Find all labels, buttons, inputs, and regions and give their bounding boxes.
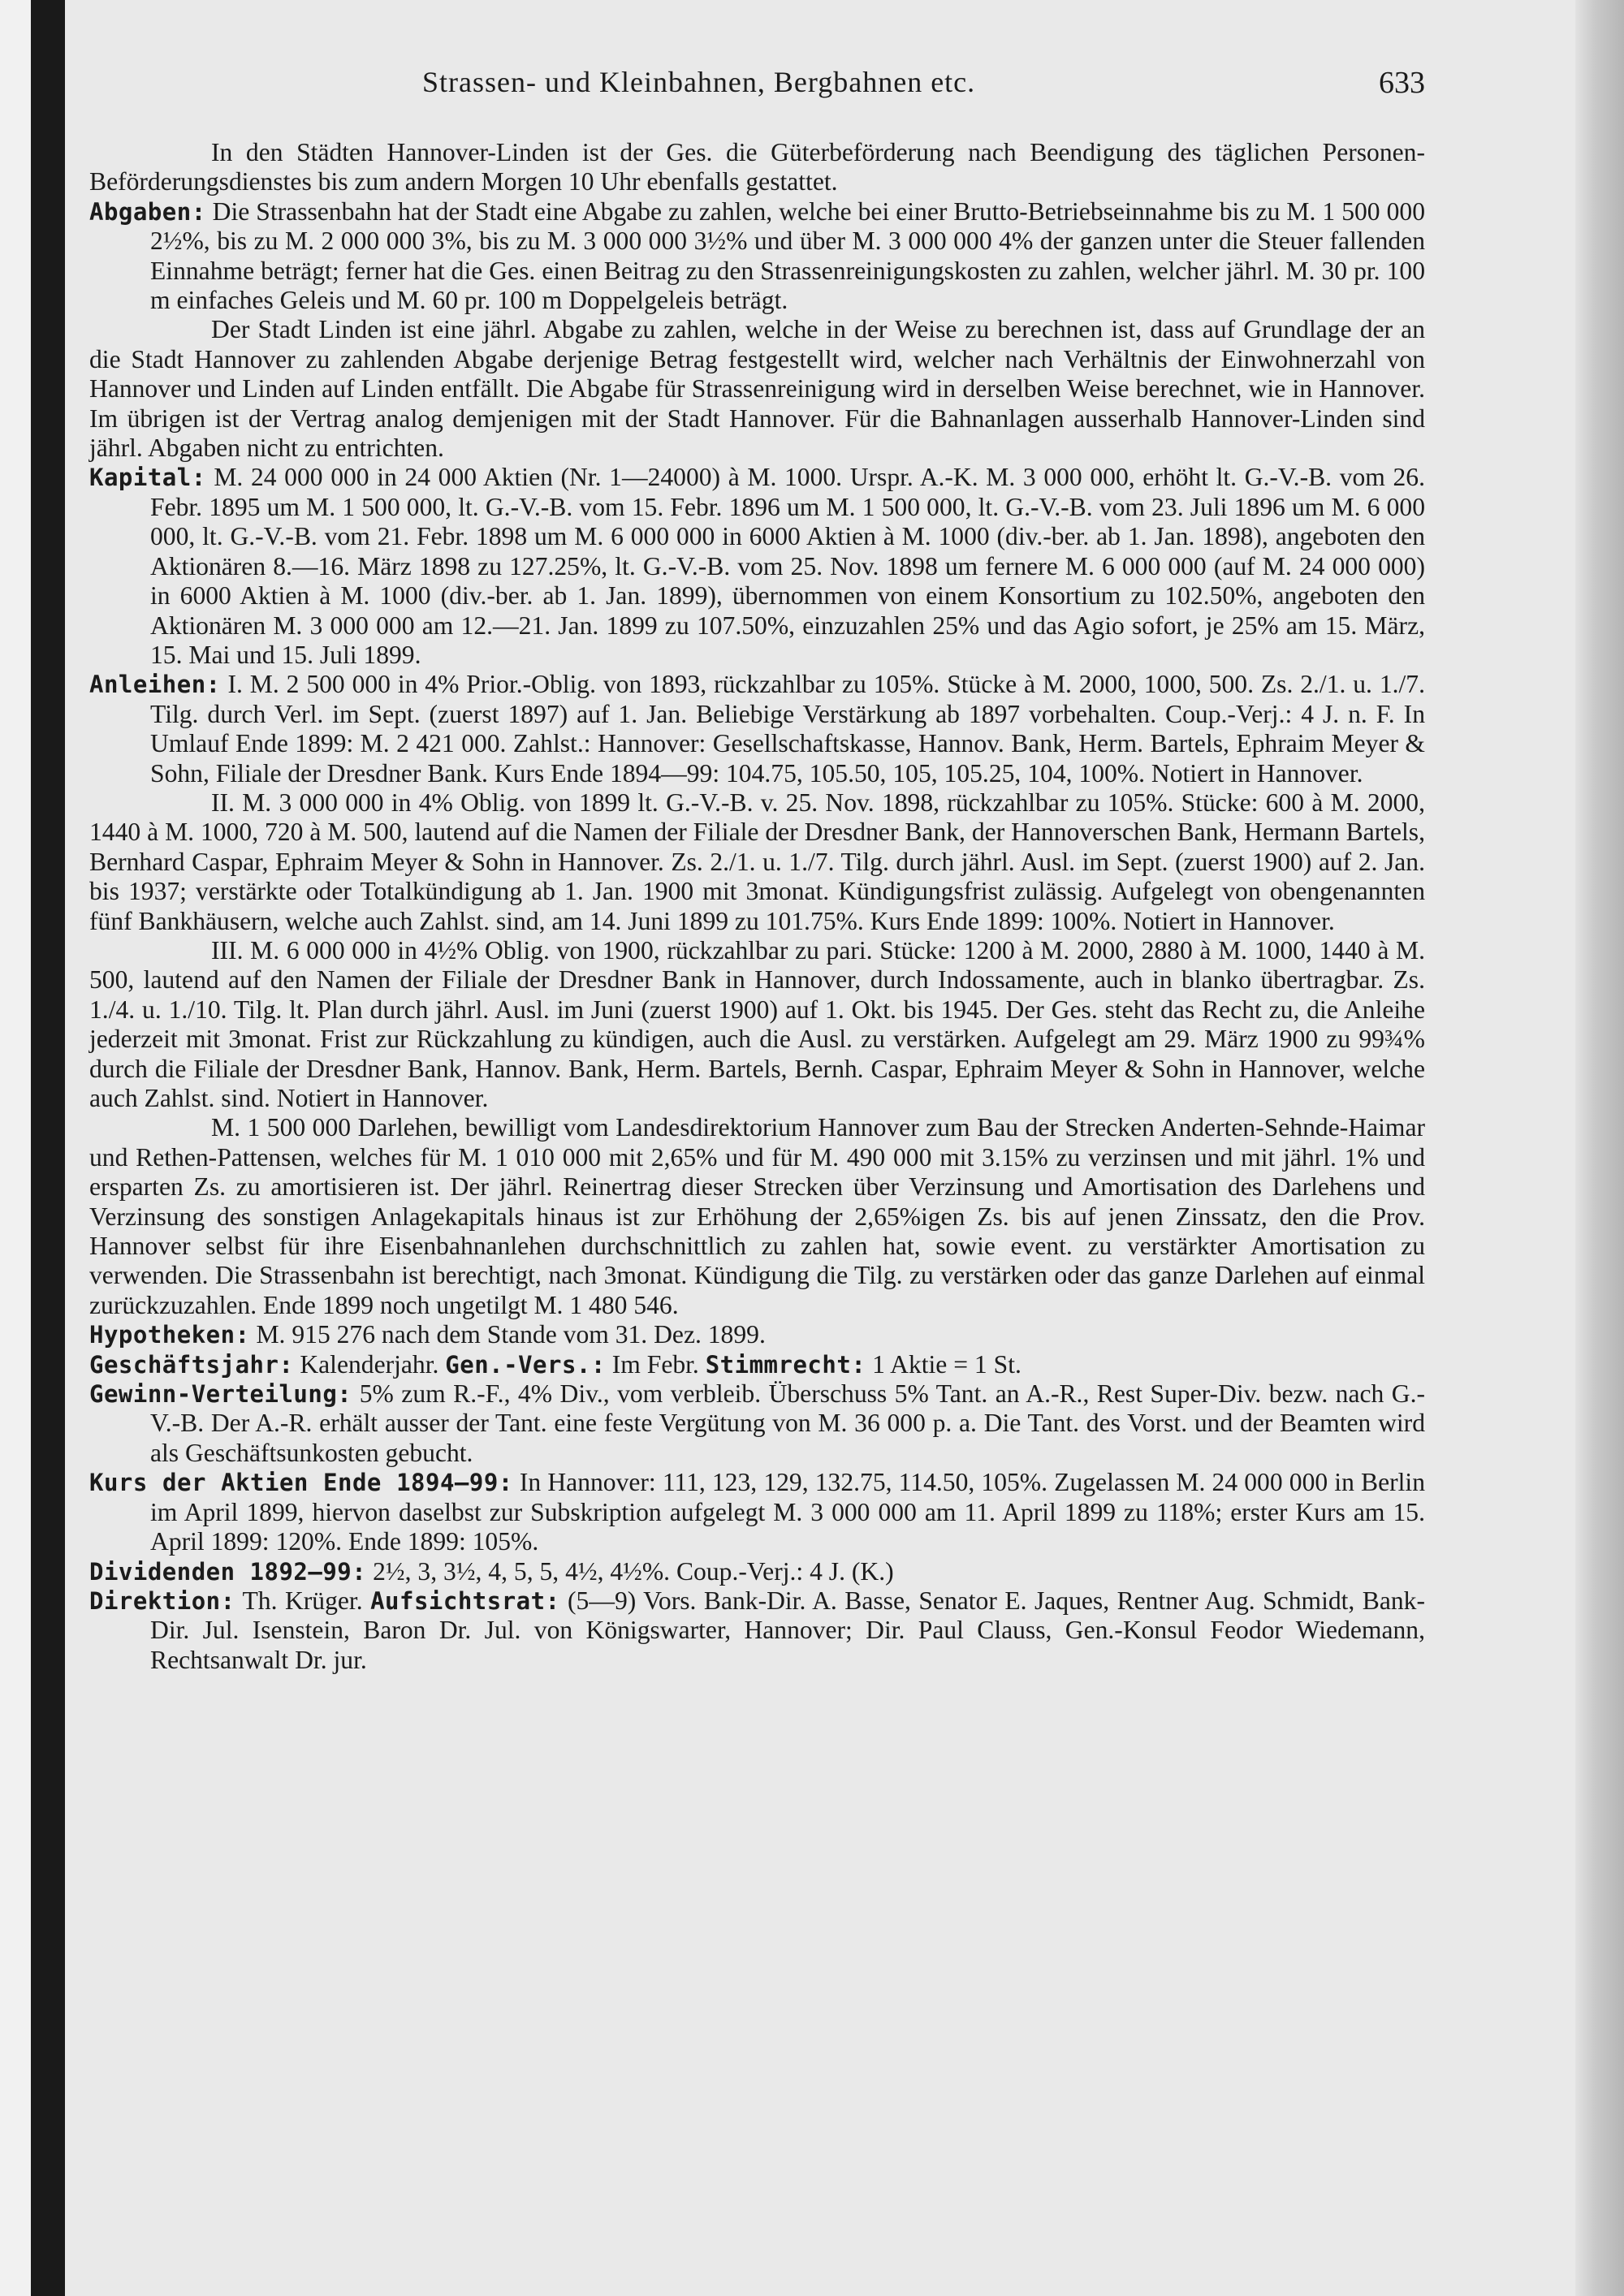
section-label: Dividenden 1892—99: bbox=[89, 1557, 367, 1586]
paragraph-anleihe-2 bbox=[89, 788, 1425, 936]
paragraph-linden bbox=[89, 315, 1425, 463]
section-text-stimmrecht: 1 Aktie = 1 St. bbox=[866, 1349, 1021, 1379]
section-geschaeftsjahr bbox=[89, 1350, 1425, 1379]
paragraph-text: III. M. 6 000 000 in 4½% Oblig. von 1900, rückzahlbar zu pari. Stücke: 1200 à M. 2000, 2880 à M. 1000, 1440 à M. 500, lautend auf den Namen der Filiale der Dresdner Bank in Hannover, durch Indossamente, auch in blanko übertragbar. Zs. 1./4. u. 1./10. Tilg. lt. Plan durch jährl. Ausl. im Juni (zuerst 1900) auf 1. Okt. bis 1945. Der Ges. steht das Recht zu, die Anleihe jederzeit mit 3monat. Frist zur Rückzahlung zu kündigen, auch die Ausl. zu verstärken. Aufgelegt am 29. März 1900 zu 99¾% durch die Filiale der Dresdner Bank, Hannov. Bank, Herm. Bartels, Bernh. Caspar, Ephraim Meyer & Sohn in Hannover, welche auch Zahlst. sind. Notiert in Hannover. bbox=[89, 935, 1425, 1112]
paragraph-text: In den Städten Hannover-Linden ist der Ges. die Güterbeförderung nach Beendigung des täglichen Personen-Beförderungsdienstes bis zum andern Morgen 10 Uhr ebenfalls gestattet. bbox=[89, 138, 1425, 196]
section-label-gen-vers: Gen.-Vers.: bbox=[445, 1350, 606, 1379]
section-direktion bbox=[89, 1586, 1425, 1675]
section-text: M. 915 276 nach dem Stande vom 31. Dez. 1899. bbox=[249, 1320, 766, 1349]
section-text: Th. Krüger. bbox=[235, 1586, 371, 1615]
section-label: Geschäftsjahr: bbox=[89, 1350, 294, 1379]
section-abgaben bbox=[89, 197, 1425, 316]
section-label: Kurs der Aktien Ende 1894—99: bbox=[89, 1469, 513, 1497]
running-header bbox=[89, 65, 1425, 114]
section-label: Hypotheken: bbox=[89, 1321, 250, 1349]
section-kapital bbox=[89, 463, 1425, 670]
paragraph-text: M. 1 500 000 Darlehen, bewilligt vom Landesdirektorium Hannover zum Bau der Strecken Anderten-Sehnde-Haimar und Rethen-Pattensen, welches für M. 1 010 000 mit 2,65% und für M. 490 000 mit 3.15% zu verzinsen und mit jährl. 1% und ersparten Zs. zu amortisieren ist. Der jährl. Reinertrag dieser Strecken über Verzinsung und Amortisation des Darlehens und Verzinsung des sonstigen Anlagekapitals hinaus ist zur Erhöhung der 2,65%igen Zs. bis auf jenen Zinssatz, den die Prov. Hannover selbst für ihre Eisenbahnanlehen durchschnittlich zu zahlen hat, sowie event. zu verstärkter Amortisation zu verwenden. Die Strassenbahn ist berechtigt, nach 3monat. Kündigung die Tilg. zu verstärken oder das ganze Darlehen auf einmal zurückzuzahlen. Ende 1899 noch ungetilgt M. 1 480 546. bbox=[89, 1113, 1425, 1319]
section-text: M. 24 000 000 in 24 000 Aktien (Nr. 1—24000) à M. 1000. Urspr. A.-K. M. 3 000 000, erhöht lt. G.-V.-B. vom 26. Febr. 1895 um M. 1 500 000, lt. G.-V.-B. vom 15. Febr. 1896 um M. 1 500 000, lt. G.-V.-B. vom 23. Juli 1896 um M. 6 000 000, lt. G.-V.-B. vom 21. Febr. 1898 um M. 6 000 000 in 6000 Aktien à M. 1000 (div.-ber. ab 1. Jan. 1898), angeboten den Aktionären 8.—16. März 1898 zu 127.25%, lt. G.-V.-B. vom 25. Nov. 1898 um fernere M. 6 000 000 (auf M. 24 000 000) in 6000 Aktien à M. 1000 (div.-ber. ab 1. Jan. 1899), übernommen von einem Konsortium zu 102.50%, angeboten den Aktionären M. 3 000 000 am 12.—21. Jan. 1899 zu 107.50%, einzuzahlen 25% und das Agio sofort, je 25% am 15. März, 15. Mai und 15. Juli 1899. bbox=[150, 463, 1425, 669]
section-text-gen-vers: Im Febr. bbox=[605, 1349, 706, 1379]
margin-strip bbox=[0, 0, 31, 2296]
page-number: 633 bbox=[1379, 66, 1425, 100]
paragraph-text: Der Stadt Linden ist eine jährl. Abgabe zu zahlen, welche in der Weise zu berechnen ist, dass auf Grundlage der an die Stadt Hannover zu zahlenden Abgabe derjenige Betrag festgestellt wird, welcher nach Verhältnis der Einwohnerzahl von Hannover und Linden auf Linden entfällt. Die Abgabe für Strassenreinigung wird in derselben Weise berechnet, wie in Hannover. Im übrigen ist der Vertrag analog demjenigen mit der Stadt Hannover. Für die Bahnanlagen ausserhalb Hannover-Linden sind jährl. Abgaben nicht zu entrichten. bbox=[89, 315, 1425, 463]
section-label: Anleihen: bbox=[89, 671, 221, 699]
section-text: 2½, 3, 3½, 4, 5, 5, 4½, 4½%. Coup.-Verj.: 4 J. (K.) bbox=[366, 1556, 894, 1586]
section-gewinn-verteilung bbox=[89, 1379, 1425, 1468]
section-text: In Hannover: 111, 123, 129, 132.75, 114.50, 105%. Zugelassen M. 24 000 000 in Berlin im April 1899, hiervon daselbst zur Subskription aufgelegt M. 3 000 000 am 11. April 1899 zu 118%; erster Kurs am 15. April 1899: 120%. Ende 1899: 105%. bbox=[150, 1468, 1425, 1556]
paragraph-anleihe-3 bbox=[89, 936, 1425, 1113]
section-hypotheken bbox=[89, 1320, 1425, 1349]
section-anleihen bbox=[89, 670, 1425, 788]
section-label-stimmrecht: Stimmrecht: bbox=[705, 1350, 866, 1379]
section-label: Gewinn-Verteilung: bbox=[89, 1380, 352, 1409]
section-dividenden bbox=[89, 1557, 1425, 1586]
scan-page-edge bbox=[1575, 0, 1624, 2296]
document-page bbox=[89, 65, 1425, 1675]
section-text: 5% zum R.-F., 4% Div., vom verbleib. Überschuss 5% Tant. an A.-R., Rest Super-Div. bezw. nach G.-V.-B. Der A.-R. erhält ausser der Tant. eine feste Vergütung von M. 36 000 p. a. Die Tant. des Vorst. und der Beamten wird als Geschäftsunkosten gebucht. bbox=[150, 1379, 1425, 1467]
header-title: Strassen- und Kleinbahnen, Bergbahnen etc. bbox=[422, 66, 976, 98]
section-label-aufsichtsrat: Aufsichtsrat: bbox=[370, 1586, 560, 1615]
section-text: Kalenderjahr. bbox=[293, 1349, 446, 1379]
section-label: Kapital: bbox=[89, 464, 206, 492]
section-label: Direktion: bbox=[89, 1586, 235, 1615]
section-kurs-der-aktien bbox=[89, 1468, 1425, 1556]
section-text: I. M. 2 500 000 in 4% Prior.-Oblig. von 1893, rückzahlbar zu 105%. Stücke à M. 2000, 1000, 500. Zs. 2./1. u. 1./7. Tilg. durch Verl. im Sept. (zuerst 1897) auf 1. Jan. Beliebige Verstärkung ab 1897 vorbehalten. Coup.-Verj.: 4 J. n. F. In Umlauf Ende 1899: M. 2 421 000. Zahlst.: Hannover: Gesellschaftskasse, Hannov. Bank, Herm. Bartels, Ephraim Meyer & Sohn, Filiale der Dresdner Bank. Kurs Ende 1894—99: 104.75, 105.50, 105, 105.25, 104, 100%. Notiert in Hannover. bbox=[150, 670, 1425, 788]
document-body bbox=[89, 138, 1425, 1675]
paragraph-gueterbefoerderung bbox=[89, 138, 1425, 197]
section-text: Die Strassenbahn hat der Stadt eine Abgabe zu zahlen, welche bei einer Brutto-Betriebseinnahme bis zu M. 1 500 000 2½%, bis zu M. 2 000 000 3%, bis zu M. 3 000 000 3½% und über M. 3 000 000 4% der ganzen unter die Steuer fallenden Einnahme beträgt; ferner hat die Ges. einen Beitrag zu den Strassenreinigungskosten zu zahlen, welcher jährl. M. 30 pr. 100 m einfaches Geleis und M. 60 pr. 100 m Doppelgeleis beträgt. bbox=[150, 196, 1425, 315]
paragraph-darlehen bbox=[89, 1113, 1425, 1320]
scan-binding-edge bbox=[31, 0, 65, 2296]
section-text-aufsichtsrat: (5—9) Vors. Bank-Dir. A. Basse, Senator E. Jaques, Rentner Aug. Schmidt, Bank-Dir. Jul. Isenstein, Baron Dr. Jul. von Königswarter, Hannover; Dir. Paul Clauss, Gen.-Konsul Feodor Wiedemann, Rechtsanwalt Dr. jur. bbox=[150, 1586, 1425, 1674]
section-label: Abgaben: bbox=[89, 197, 206, 226]
paragraph-text: II. M. 3 000 000 in 4% Oblig. von 1899 lt. G.-V.-B. v. 25. Nov. 1898, rückzahlbar zu 105%. Stücke: 600 à M. 2000, 1440 à M. 1000, 720 à M. 500, lautend auf die Namen der Filiale der Dresdner Bank, der Hannoverschen Bank, Hermann Bartels, Bernhard Caspar, Ephraim Meyer & Sohn in Hannover. Zs. 2./1. u. 1./7. Tilg. durch jährl. Ausl. im Sept. (zuerst 1900) auf 2. Jan. bis 1937; verstärkte oder Totalkündigung ab 1. Jan. 1900 mit 3monat. Kündigungsfrist zulässig. Aufgelegt von obengenannten fünf Bankhäusern, welche auch Zahlst. sind, am 14. Juni 1899 zu 101.75%. Kurs Ende 1899: 100%. Notiert in Hannover. bbox=[89, 788, 1425, 935]
